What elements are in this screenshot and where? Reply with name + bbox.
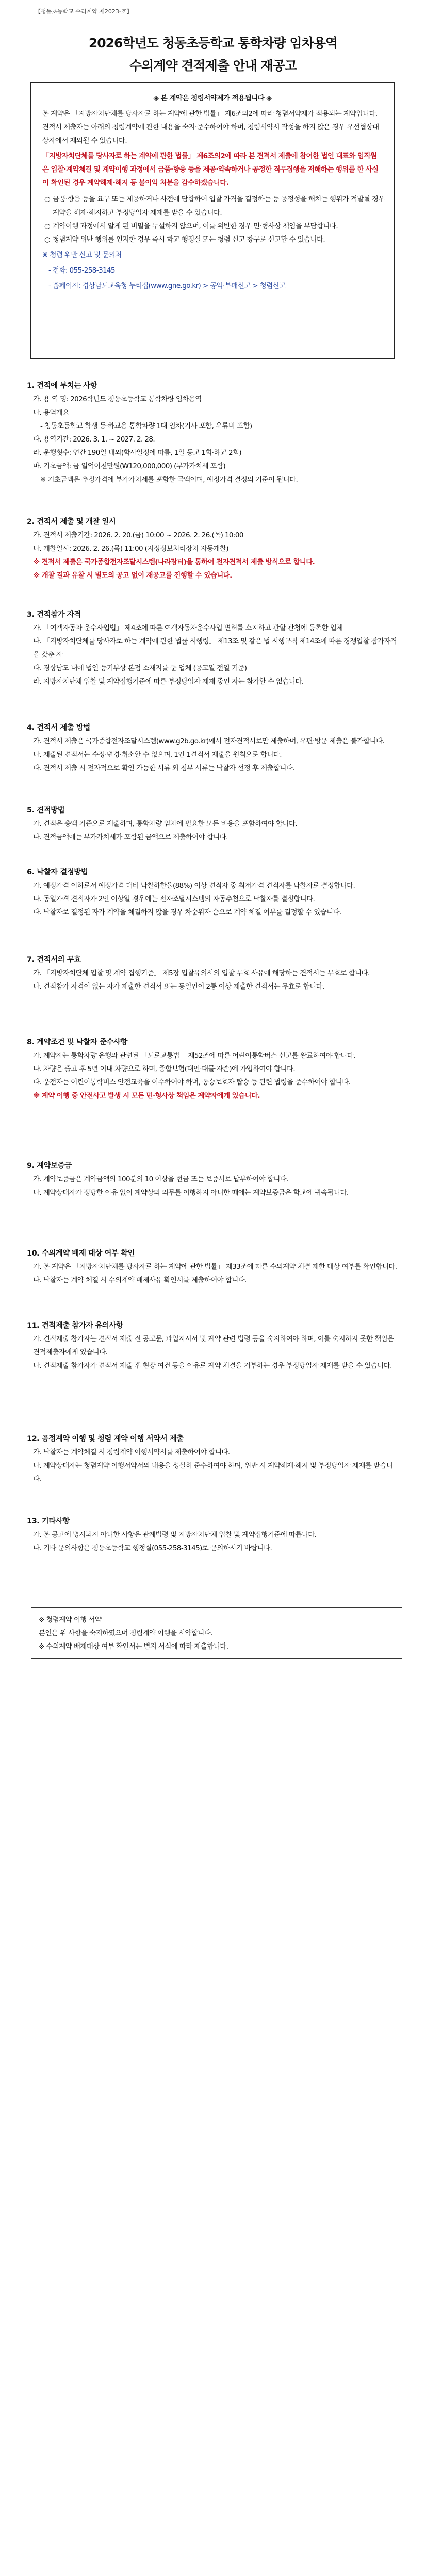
section-line: - 청동초등학교 학생 등·하교용 통학차량 1대 임차(기사 포함, 유류비 포함) — [40, 422, 252, 430]
section-line: ※ 개찰 결과 유찰 시 별도의 공고 없이 재공고를 진행할 수 있습니다. — [33, 571, 232, 580]
section-line: ※ 견적서 제출은 국가종합전자조달시스템(나라장터)을 통하여 전자견적서 제출 방식으로 합니다. — [33, 558, 315, 566]
section-line: 나. 계약상대자는 청렴계약 이행서약서의 내용을 성실히 준수하여야 하며, 위반 시 계약해제·해지 및 부정당업자 제재를 받습니다. — [33, 1462, 393, 1483]
section-line: 다. 용역기간: 2026. 3. 1. ~ 2027. 2. 28. — [33, 435, 155, 444]
section-line: 다. 운전자는 어린이통학버스 안전교육을 이수하여야 하며, 동승보호자 탑승 등 관련 법령을 준수하여야 합니다. — [33, 1078, 351, 1087]
section-line: 나. 제출된 견적서는 수정·변경·취소할 수 없으며, 1인 1견적서 제출을 원칙으로 합니다. — [33, 751, 282, 759]
section-8 — [27, 1036, 399, 1103]
section-line: 가. 견적서 제출기간: 2026. 2. 20.(금) 10:00 ~ 2026. 2. 26.(목) 10:00 — [33, 531, 243, 539]
section-line: 라. 운행횟수: 연간 190일 내외(학사일정에 따름, 1일 등교 1회·하교 2회) — [33, 449, 242, 457]
section-line: 나. 용역개요 — [33, 409, 69, 417]
section-line: 라. 지방자치단체 입찰 및 계약집행기준에 따른 부정당업자 제재 중인 자는 참가할 수 없습니다. — [33, 677, 304, 686]
section-7 — [27, 953, 399, 993]
section-line: 다. 경상남도 내에 법인 등기부상 본점 소재지를 둔 업체 (공고일 전일 기준) — [33, 664, 247, 672]
section-heading: 1. 견적에 부치는 사항 — [27, 382, 97, 390]
section-heading: 2. 견적서 제출 및 개찰 일시 — [27, 518, 116, 526]
title-line-1: 2026학년도 청동초등학교 통학차량 임차용역 — [88, 36, 338, 50]
section-line: ※ 계약 이행 중 안전사고 발생 시 모든 민·형사상 책임은 계약자에게 있습니다. — [33, 1092, 260, 1100]
notice-paragraph-1: 본 계약은 「지방자치단체를 당사자로 하는 계약에 관한 법률」 제6조의2에 따라 청렴서약제가 적용되는 계약입니다. 견적서 제출자는 아래의 청렴계약에 관한 내용을 숙지·준수하여야 하며, 청렴서약서 작성을 하지 않은 경우 우선협상대상자에서 제외될 수 있습니다. — [42, 110, 379, 145]
pledge-line: ※ 수의계약 배제대상 여부 확인서는 별지 서식에 따라 제출합니다. — [39, 1642, 228, 1651]
section-line: 가. 용 역 명: 2026학년도 청동초등학교 통학차량 임차용역 — [33, 395, 202, 403]
title-line-2: 수의계약 견적제출 안내 재공고 — [129, 58, 297, 73]
section-line: 가. 「지방자치단체 입찰 및 계약 집행기준」 제5장 입찰유의서의 입찰 무효 사유에 해당하는 견적서는 무효로 합니다. — [33, 969, 370, 977]
section-3 — [27, 608, 399, 688]
pledge-line: 본인은 위 사항을 숙지하였으며 청렴계약 이행을 서약합니다. — [39, 1629, 212, 1637]
section-line: 가. 계약보증금은 계약금액의 100분의 10 이상을 현금 또는 보증서로 납부하여야 합니다. — [33, 1175, 288, 1183]
pledge-box — [31, 1607, 402, 1659]
section-heading: 3. 견적참가 자격 — [27, 611, 81, 619]
section-line: 가. 본 공고에 명시되지 아니한 사항은 관계법령 및 지방자치단체 입찰 및 계약집행기준에 따릅니다. — [33, 1531, 317, 1539]
section-line: 나. 차량은 출고 후 5년 이내 차량으로 하며, 종합보험(대인·대물·자손)에 가입하여야 합니다. — [33, 1065, 296, 1073]
section-line: 마. 기초금액: 금 일억이천만원(₩120,000,000) (부가가치세 포함) — [33, 462, 226, 470]
section-5 — [27, 804, 399, 844]
section-9 — [27, 1159, 399, 1199]
section-heading: 4. 견적서 제출 방법 — [27, 724, 90, 732]
notice-item-list — [44, 193, 385, 246]
section-heading: 13. 기타사항 — [27, 1517, 70, 1526]
pledge-line: ※ 청렴계약 이행 서약 — [39, 1616, 102, 1624]
notice-contact-phone: - 전화: 055-258-3145 — [48, 266, 115, 275]
section-heading: 6. 낙찰자 결정방법 — [27, 868, 88, 876]
section-line: 다. 낙찰자로 결정된 자가 계약을 체결하지 않을 경우 차순위자 순으로 계약 체결 여부를 결정할 수 있습니다. — [33, 908, 341, 917]
section-line: 가. 견적은 총액 기준으로 제출하며, 통학차량 임차에 필요한 모든 비용을 포함하여야 합니다. — [33, 820, 297, 828]
section-line: 가. 본 계약은 「지방자치단체를 당사자로 하는 계약에 관한 법률」 제33조에 따른 수의계약 체결 제한 대상 여부를 확인합니다. — [33, 1263, 397, 1271]
section-line: 가. 낙찰자는 계약체결 시 청렴계약 이행서약서를 제출하여야 합니다. — [33, 1448, 230, 1456]
section-heading: 9. 계약보증금 — [27, 1162, 72, 1170]
section-heading: 10. 수의계약 배제 대상 여부 확인 — [27, 1249, 135, 1258]
section-line: 나. 견적참가 자격이 없는 자가 제출한 견적서 또는 동일인이 2통 이상 제출한 견적서는 무효로 합니다. — [33, 982, 324, 991]
section-heading: 12. 공정계약 이행 및 청렴 계약 이행 서약서 제출 — [27, 1435, 184, 1443]
section-12 — [27, 1432, 399, 1486]
notice-item: ○ 청렴계약 위반 행위를 인지한 경우 즉시 학교 행정실 또는 청렴 신고 창구로 신고할 수 있습니다. — [44, 233, 385, 246]
section-heading: 11. 견적제출 참가자 유의사항 — [27, 1321, 123, 1330]
notice-item: ○ 계약이행 과정에서 알게 된 비밀을 누설하지 않으며, 이를 위반한 경우 민·형사상 책임을 부담합니다. — [44, 219, 385, 233]
section-2 — [27, 515, 399, 582]
section-line: ※ 기초금액은 추정가격에 부가가치세를 포함한 금액이며, 예정가격 결정의 기준이 됩니다. — [40, 476, 298, 484]
notice-item: ○ 금품·향응 등을 요구 또는 제공하거나 사전에 담합하여 입찰 가격을 결정하는 등 공정성을 해치는 행위가 적발될 경우 계약을 해제·해지하고 부정당업자 제재를 받을 수 있습니다. — [44, 193, 385, 219]
section-6 — [27, 866, 399, 919]
notice-heading: ◈ 본 계약은 청렴서약제가 적용됩니다 ◈ — [153, 94, 272, 103]
section-line: 가. 계약자는 통학차량 운행과 관련된 「도로교통법」 제52조에 따른 어린이통학버스 신고를 완료하여야 합니다. — [33, 1052, 355, 1060]
integrity-notice-box — [30, 82, 395, 359]
section-heading: 7. 견적서의 무효 — [27, 956, 81, 964]
section-4 — [27, 721, 399, 775]
section-line: 가. 「여객자동차 운수사업법」 제4조에 따른 여객자동차운수사업 면허를 소지하고 관할 관청에 등록한 업체 — [33, 624, 343, 632]
section-line: 나. 낙찰자는 계약 체결 시 수의계약 배제사유 확인서를 제출하여야 합니다. — [33, 1276, 247, 1284]
section-line: 나. 동일가격 견적자가 2인 이상일 경우에는 전자조달시스템의 자동추첨으로 낙찰자를 결정합니다. — [33, 895, 315, 903]
notice-contact-label: ※ 청렴 위반 신고 및 문의처 — [42, 251, 122, 259]
notice-paragraph-2: 「지방자치단체를 당사자로 하는 계약에 관한 법률」 제6조의2에 따라 본 견적서 제출에 참여한 법인 대표와 임직원은 입찰·계약체결 및 계약이행 과정에서 금품·향응 등을 제공·약속하거나 공정한 직무집행을 저해하는 행위를 한 사실이 확인된 경우 계약해제·해지 등 불이익 처분을 감수하겠습니다. — [42, 152, 379, 187]
section-line: 나. 「지방자치단체를 당사자로 하는 계약에 관한 법률 시행령」 제13조 및 같은 법 시행규칙 제14조에 따른 경쟁입찰 참가자격을 갖춘 자 — [33, 637, 397, 659]
section-line: 나. 견적제출 참가자가 견적서 제출 후 현장 여건 등을 이유로 계약 체결을 거부하는 경우 부정당업자 제재를 받을 수 있습니다. — [33, 1362, 392, 1370]
section-line: 나. 개찰일시: 2026. 2. 26.(목) 11:00 (지정정보처리장치 자동개찰) — [33, 545, 228, 553]
section-line: 가. 견적제출 참가자는 견적서 제출 전 공고문, 과업지시서 및 계약 관련 법령 등을 숙지하여야 하며, 이를 숙지하지 못한 책임은 견적제출자에게 있습니다. — [33, 1335, 394, 1357]
section-13 — [27, 1515, 399, 1555]
section-11 — [27, 1319, 399, 1372]
header-note: 【청동초등학교 수리계약 제2023-호】 — [35, 8, 133, 15]
section-heading: 5. 견적방법 — [27, 806, 65, 815]
section-line: 나. 기타 문의사항은 청동초등학교 행정실(055-258-3145)로 문의하시기 바랍니다. — [33, 1544, 272, 1552]
section-line: 가. 예정가격 이하로서 예정가격 대비 낙찰하한율(88%) 이상 견적자 중 최저가격 견적자를 낙찰자로 결정합니다. — [33, 882, 355, 890]
section-heading: 8. 계약조건 및 낙찰자 준수사항 — [27, 1038, 127, 1046]
section-line: 가. 견적서 제출은 국가종합전자조달시스템(www.g2b.go.kr)에서 전자견적서로만 제출하며, 우편·방문 제출은 불가합니다. — [33, 737, 385, 745]
section-1 — [27, 379, 399, 486]
section-line: 다. 견적서 제출 시 전자적으로 확인 가능한 서류 외 첨부 서류는 낙찰자 선정 후 제출합니다. — [33, 764, 294, 772]
section-10 — [27, 1247, 399, 1287]
notice-contact-web: - 홈페이지: 경상남도교육청 누리집(www.gne.go.kr) > 공익·부패신고 > 청렴신고 — [48, 282, 286, 290]
section-line: 나. 견적금액에는 부가가치세가 포함된 금액으로 제출하여야 합니다. — [33, 833, 228, 841]
section-line: 나. 계약상대자가 정당한 이유 없이 계약상의 의무를 이행하지 아니한 때에는 계약보증금은 학교에 귀속됩니다. — [33, 1189, 349, 1197]
